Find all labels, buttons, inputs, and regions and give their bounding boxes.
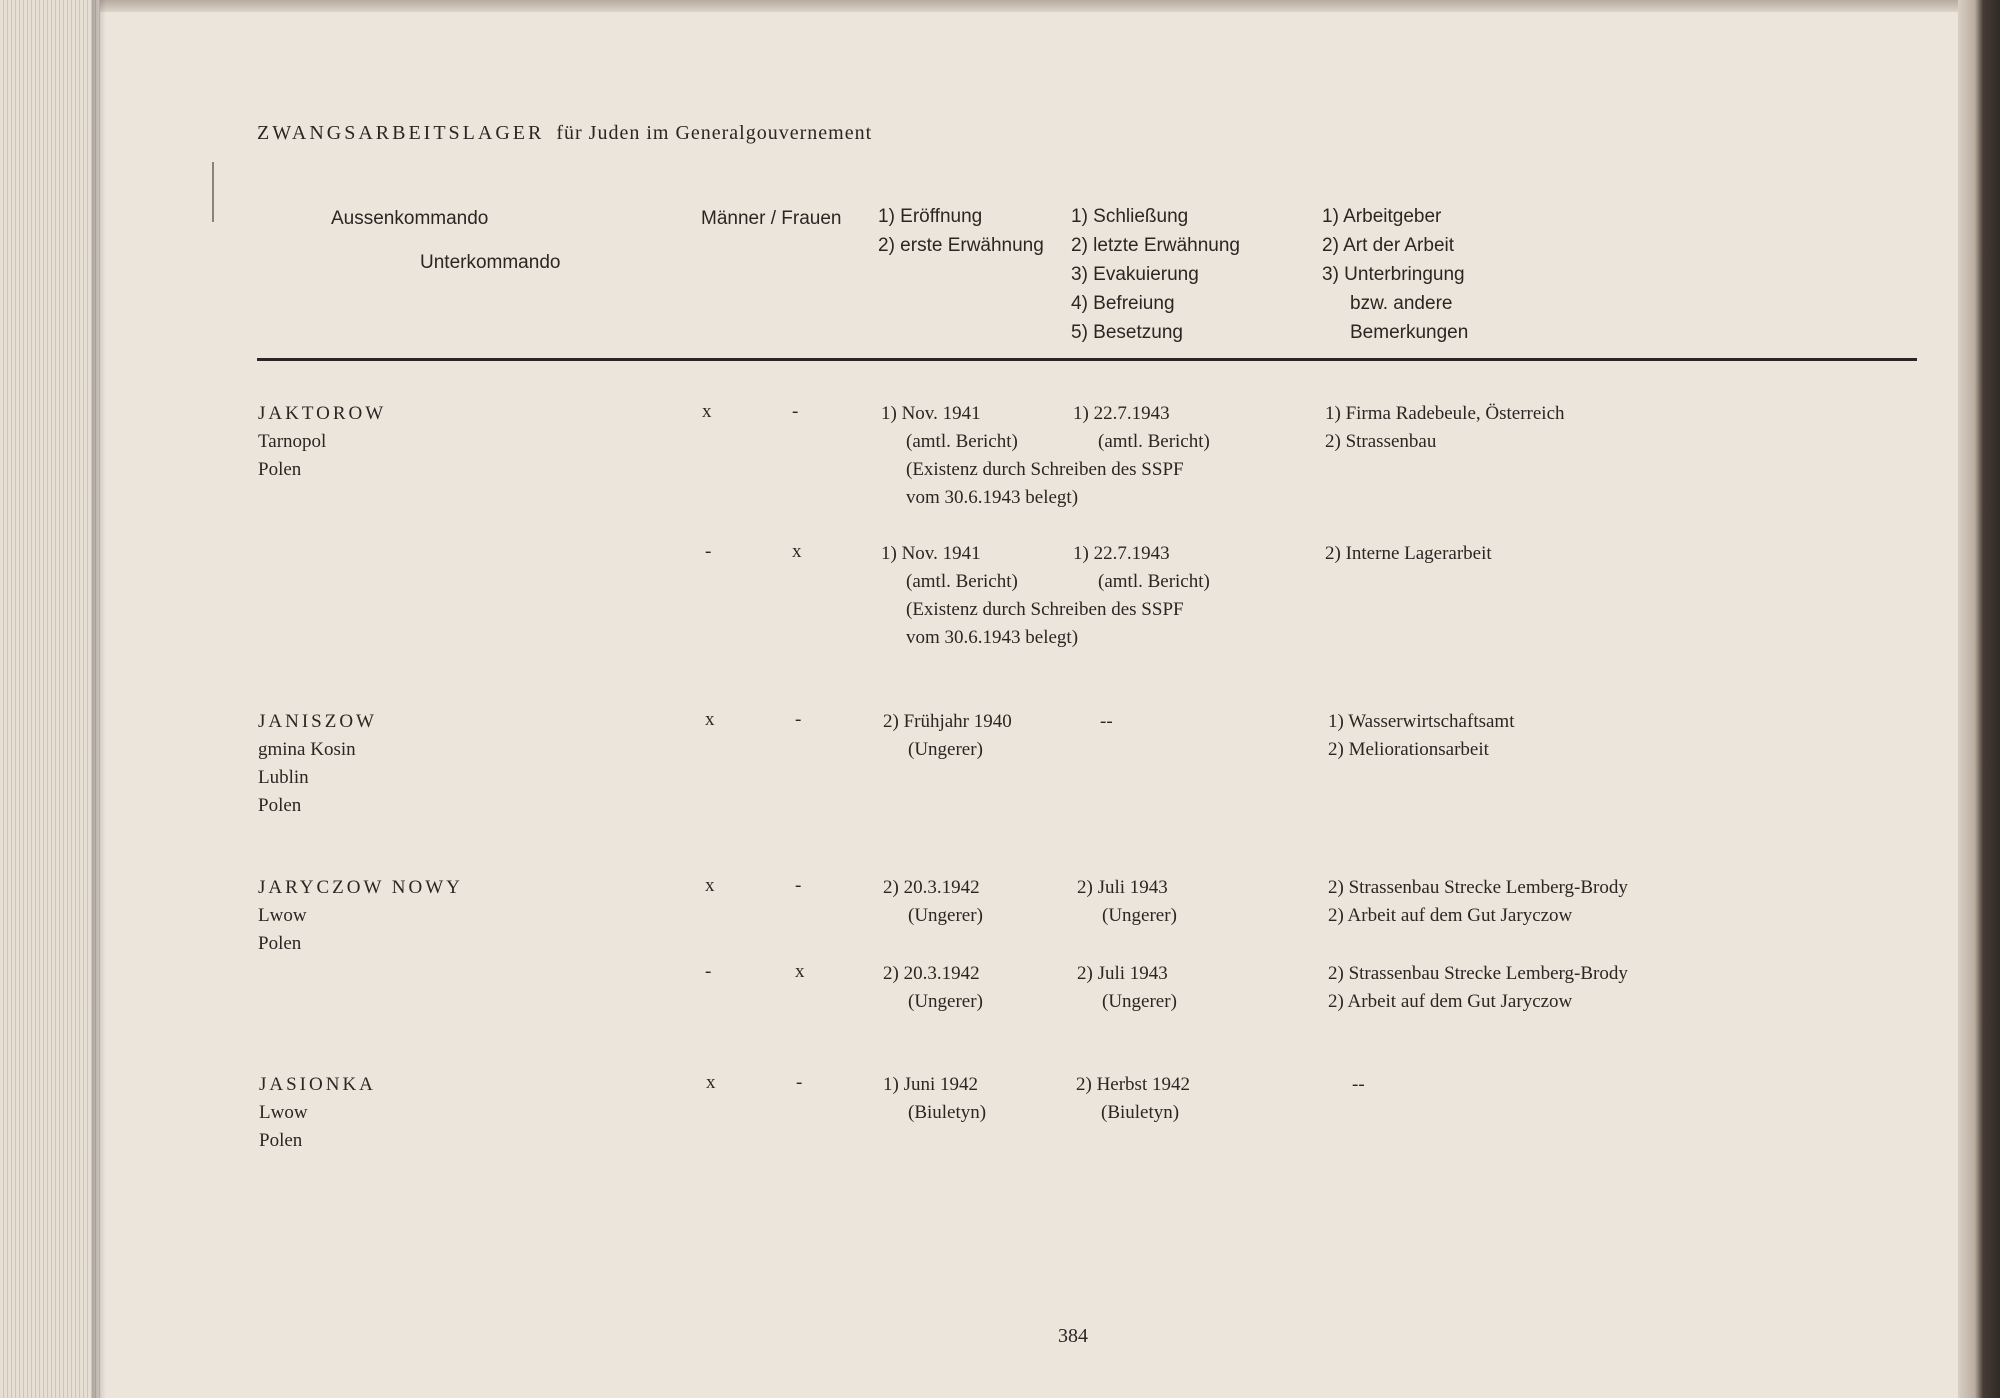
employer-cell <box>1325 400 1565 456</box>
camp-place: Polen <box>258 933 302 954</box>
opening-line: (Biuletyn) <box>908 1102 987 1123</box>
col-unterkommando: Unterkommando <box>420 252 561 273</box>
camp-place: Lwow <box>259 1102 308 1123</box>
employer-line: 2) Interne Lagerarbeit <box>1325 543 1492 564</box>
title-rest: für Juden im Generalgouvernement <box>556 122 873 144</box>
employer-line: -- <box>1352 1074 1365 1095</box>
closing-line: 2) Juli 1943 <box>1077 877 1168 898</box>
men-mark: x <box>705 875 715 896</box>
opening-line: (amtl. Bericht) <box>906 431 1018 452</box>
camp-name: JASIONKA <box>259 1074 376 1095</box>
closing-cell <box>1077 960 1177 1016</box>
employer-line: 2) Strassenbau Strecke Lemberg-Brody <box>1328 963 1628 984</box>
note-line: vom 30.6.1943 belegt) <box>906 487 1079 508</box>
camp-place: Polen <box>258 795 302 816</box>
men-mark: - <box>705 541 712 562</box>
page-top-edge <box>100 0 1960 12</box>
col-employer-line: 3) Unterbringung <box>1322 264 1465 285</box>
margin-mark <box>212 162 214 222</box>
closing-line: 2) Herbst 1942 <box>1076 1074 1190 1095</box>
note-line: (Existenz durch Schreiben des SSPF <box>906 599 1184 620</box>
closing-line: (Biuletyn) <box>1101 1102 1180 1123</box>
closing-cell <box>1076 1071 1190 1127</box>
opening-cell <box>883 960 983 1016</box>
men-mark: x <box>705 709 715 730</box>
col-employer <box>1322 202 1468 347</box>
col-closing-line: 1) Schließung <box>1071 206 1189 227</box>
women-mark: - <box>792 401 799 422</box>
closing-line: (amtl. Bericht) <box>1098 571 1210 592</box>
col-employer-line: bzw. andere <box>1350 293 1453 314</box>
col-closing-line: 2) letzte Erwähnung <box>1071 235 1240 256</box>
title-caps: ZWANGSARBEITSLAGER <box>257 122 545 144</box>
closing-cell <box>1073 400 1210 456</box>
employer-cell <box>1325 540 1492 568</box>
employer-line: 2) Meliorationsarbeit <box>1328 739 1489 760</box>
employer-cell <box>1328 708 1514 764</box>
employer-cell <box>1328 960 1628 1016</box>
opening-line: 2) Frühjahr 1940 <box>883 711 1012 732</box>
employer-line: 2) Arbeit auf dem Gut Jaryczow <box>1328 905 1573 926</box>
women-mark: - <box>795 709 802 730</box>
camp-name: JARYCZOW NOWY <box>258 877 463 898</box>
opening-line: (amtl. Bericht) <box>906 571 1018 592</box>
table-row-camp <box>258 874 463 958</box>
women-mark: x <box>795 961 805 982</box>
col-opening-line: 2) erste Erwähnung <box>878 235 1044 256</box>
women-mark: x <box>792 541 802 562</box>
header-rule <box>257 358 1917 361</box>
employer-cell <box>1352 1071 1365 1099</box>
opening-cell <box>883 874 983 930</box>
employer-line: 1) Wasserwirtschaftsamt <box>1328 711 1515 732</box>
women-mark: - <box>796 1072 803 1093</box>
closing-line: 2) Juli 1943 <box>1077 963 1168 984</box>
closing-line: 1) 22.7.1943 <box>1073 403 1170 424</box>
camp-place: Tarnopol <box>258 431 327 452</box>
closing-line: -- <box>1100 711 1113 732</box>
opening-cell <box>883 1071 986 1127</box>
note-line: vom 30.6.1943 belegt) <box>906 627 1079 648</box>
camp-place: Polen <box>258 459 302 480</box>
opening-line: (Ungerer) <box>908 991 983 1012</box>
col-closing-line: 3) Evakuierung <box>1071 264 1199 285</box>
col-employer-line: 2) Art der Arbeit <box>1322 235 1455 256</box>
opening-line: 2) 20.3.1942 <box>883 877 980 898</box>
closing-line: (amtl. Bericht) <box>1098 431 1210 452</box>
opening-line: 1) Juni 1942 <box>883 1074 978 1095</box>
opening-line: (Ungerer) <box>908 905 983 926</box>
camp-place: Lublin <box>258 767 309 788</box>
page-stack-edge <box>0 0 100 1398</box>
table-row-camp <box>258 400 386 484</box>
gutter-shadow <box>92 0 106 1398</box>
closing-line: 1) 22.7.1943 <box>1073 543 1170 564</box>
col-aussenkommando: Aussenkommando <box>331 208 489 229</box>
col-closing-line: 5) Besetzung <box>1071 322 1183 343</box>
page-title <box>257 122 872 145</box>
col-employer-line: 1) Arbeitgeber <box>1322 206 1442 227</box>
employer-cell <box>1328 874 1628 930</box>
opening-line: 2) 20.3.1942 <box>883 963 980 984</box>
men-mark: x <box>702 401 712 422</box>
closing-line: (Ungerer) <box>1102 991 1177 1012</box>
note-line: (Existenz durch Schreiben des SSPF <box>906 459 1184 480</box>
camp-place: gmina Kosin <box>258 739 356 760</box>
col-gender: Männer / Frauen <box>701 208 842 229</box>
page-number: 384 <box>1058 1325 1088 1347</box>
camp-name: JANISZOW <box>258 711 377 732</box>
employer-line: 1) Firma Radebeule, Österreich <box>1325 403 1565 424</box>
table-row-camp <box>258 708 377 820</box>
col-closing <box>1071 202 1240 347</box>
men-mark: - <box>705 961 712 982</box>
col-opening-line: 1) Eröffnung <box>878 206 983 227</box>
employer-line: 2) Strassenbau Strecke Lemberg-Brody <box>1328 877 1628 898</box>
closing-cell <box>1077 874 1177 930</box>
women-mark: - <box>795 875 802 896</box>
closing-line: (Ungerer) <box>1102 905 1177 926</box>
opening-line: (Ungerer) <box>908 739 983 760</box>
employer-line: 2) Arbeit auf dem Gut Jaryczow <box>1328 991 1573 1012</box>
camp-place: Polen <box>259 1130 303 1151</box>
col-employer-line: Bemerkungen <box>1350 322 1469 343</box>
closing-cell <box>1073 540 1210 596</box>
opening-line: 1) Nov. 1941 <box>881 403 981 424</box>
employer-line: 2) Strassenbau <box>1325 431 1437 452</box>
camp-place: Lwow <box>258 905 307 926</box>
camp-name: JAKTOROW <box>258 403 387 424</box>
opening-line: 1) Nov. 1941 <box>881 543 981 564</box>
col-closing-line: 4) Befreiung <box>1071 293 1175 314</box>
table-row-camp <box>259 1071 376 1155</box>
men-mark: x <box>706 1072 716 1093</box>
closing-cell <box>1100 708 1113 736</box>
col-opening <box>878 202 1044 260</box>
page-right-edge <box>1958 0 2000 1398</box>
opening-cell <box>883 708 1012 764</box>
